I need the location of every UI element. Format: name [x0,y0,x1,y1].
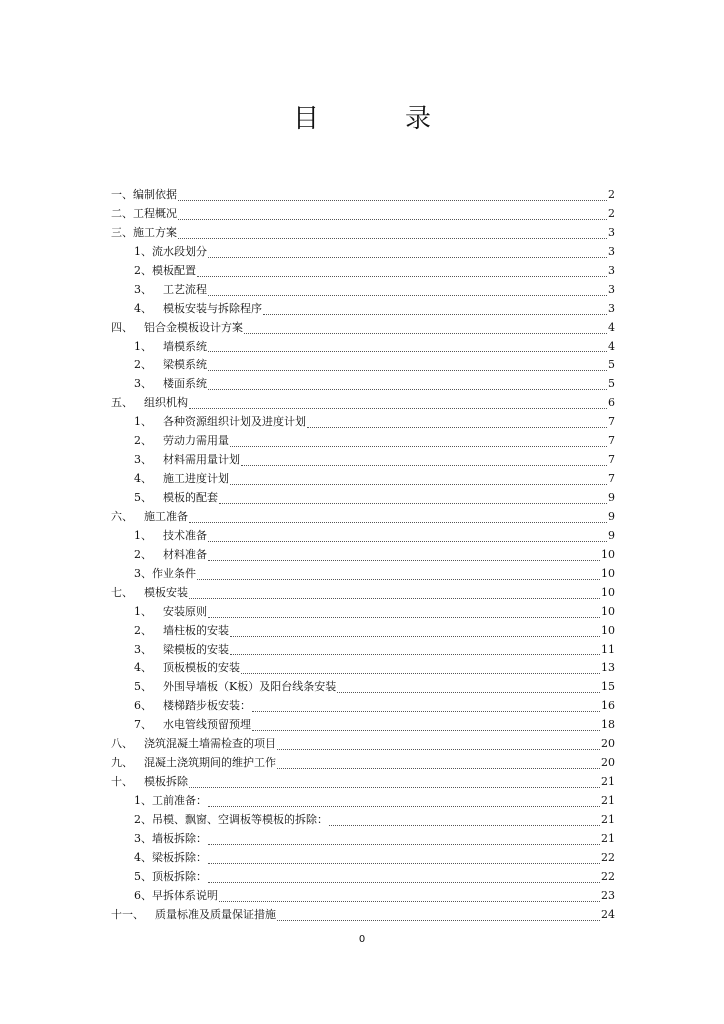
toc-entry-label: 流水段划分 [152,244,207,258]
toc-dot-leader [189,408,607,409]
toc-entry-number: 4、 [134,661,152,675]
toc-entry-page: 4 [608,320,615,334]
toc-entry-number: 7、 [134,718,152,732]
toc-entry-label: 梁模板的安装 [152,642,229,656]
toc-entry-label: 铝合金模板设计方案 [133,320,243,334]
toc-entry-label: 施工进度计划 [152,472,229,486]
toc-entry[interactable] [111,622,615,641]
toc-entry-number: 6、 [134,699,152,713]
toc-entry-label: 浇筑混凝土墙需检查的项目 [133,737,276,751]
toc-entry-number: 1、 [134,528,152,542]
toc-dot-leader [263,314,607,315]
toc-entry-page: 7 [608,415,615,429]
toc-entry-page: 4 [608,339,615,353]
toc-entry-label: 模板安装 [133,585,188,599]
toc-entry-number: 2、 [134,358,152,372]
toc-entry[interactable] [111,906,615,925]
toc-entry[interactable] [111,281,615,300]
toc-dot-leader [208,389,607,390]
toc-entry-page: 24 [601,907,615,921]
toc-entry-page: 9 [608,528,615,542]
toc-entry[interactable] [111,868,615,887]
toc-dot-leader [241,465,607,466]
toc-entry[interactable] [111,887,615,906]
toc-entry-page: 21 [601,812,615,826]
toc-entry-number: 1、 [134,794,152,807]
toc-entry-page: 7 [608,434,615,448]
toc-dot-leader [337,692,600,693]
toc-entry[interactable] [111,792,615,811]
toc-entry-label: 墙板拆除： [152,831,207,845]
toc-entry-page: 20 [601,737,615,751]
toc-entry-number: 四、 [111,320,133,334]
toc-entry-label: 模板安装与拆除程序 [152,301,262,315]
toc-dot-leader [208,863,600,864]
toc-entry[interactable] [111,394,615,413]
toc-entry[interactable] [111,243,615,262]
toc-entry-number: 3、 [134,453,152,467]
toc-dot-leader [208,257,607,258]
toc-entry-page: 5 [608,377,615,391]
toc-entry-number: 八、 [111,737,133,751]
toc-entry[interactable] [111,319,615,338]
toc-dot-leader [208,806,600,807]
toc-entry-number: 三、 [111,225,133,239]
toc-entry-label: 技术准备 [152,528,207,542]
toc-entry-label: 质量标准及质量保证措施 [144,907,276,921]
toc-entry-number: 3、 [134,566,152,580]
toc-entry-page: 15 [601,680,615,694]
toc-entry-page: 9 [608,509,615,523]
toc-entry-page: 5 [608,358,615,372]
toc-dot-leader [208,351,607,352]
toc-entry[interactable] [111,830,615,849]
toc-entry-number: 1、 [134,339,152,353]
toc-dot-leader [307,427,607,428]
toc-entry-page: 3 [608,263,615,277]
toc-entry-page: 7 [608,472,615,486]
toc-entry-number: 5、 [134,491,152,504]
toc-entry-label: 安装原则 [152,604,207,618]
toc-entry-label: 材料准备 [152,547,207,561]
toc-entry-page: 18 [601,718,615,732]
toc-entry-number: 4、 [134,472,152,486]
toc-entry-number: 3、 [134,282,152,296]
toc-entry-number: 七、 [111,585,133,599]
toc-entry-page: 13 [601,661,615,675]
toc-entry-label: 水电管线预留预埋 [152,718,251,732]
table-of-contents [111,186,615,925]
toc-entry[interactable] [111,489,615,508]
toc-dot-leader [208,882,600,883]
toc-dot-leader [230,446,607,447]
toc-dot-leader [252,730,600,731]
toc-entry-label: 作业条件 [152,566,196,580]
toc-entry-number: 3、 [134,831,152,845]
toc-dot-leader [277,749,600,750]
toc-entry-label: 模板拆除 [133,775,188,789]
toc-dot-leader [219,901,600,902]
toc-entry-page: 7 [608,453,615,467]
toc-entry-label: 早拆体系说明 [152,888,218,902]
toc-entry-page: 22 [601,850,615,864]
toc-entry-page: 22 [601,869,615,883]
toc-entry-label: 楼面系统 [152,377,207,391]
toc-entry-label: 施工方案 [133,225,177,239]
toc-entry-page: 23 [601,888,615,902]
toc-entry-page: 20 [601,756,615,770]
toc-entry-number: 4、 [134,850,152,864]
toc-entry-number: 5、 [134,869,152,883]
toc-dot-leader [230,654,600,655]
toc-entry-page: 11 [601,642,615,656]
toc-entry-label: 顶板模板的安装 [152,661,240,675]
toc-entry[interactable] [111,716,615,735]
toc-entry-label: 顶板拆除： [152,869,207,883]
toc-entry-number: 6、 [134,888,152,902]
toc-entry[interactable] [111,565,615,584]
toc-dot-leader [230,484,607,485]
toc-entry-number: 1、 [134,415,152,429]
toc-entry-number: 十一、 [111,907,144,921]
toc-dot-leader [208,617,600,618]
toc-entry-page: 21 [601,831,615,845]
toc-entry-label: 吊模、飘窗、空调板等模板的拆除： [152,812,328,826]
toc-dot-leader [197,276,607,277]
toc-entry-number: 5、 [134,680,152,694]
toc-dot-leader [208,560,600,561]
toc-entry-label: 梁模系统 [152,358,207,372]
toc-dot-leader [241,673,600,674]
toc-entry-number: 十、 [111,775,133,789]
toc-entry-label: 墙模系统 [152,339,207,353]
toc-entry[interactable] [111,356,615,375]
toc-entry-number: 3、 [134,377,152,391]
toc-entry[interactable] [111,205,615,224]
toc-entry-number: 2、 [134,623,152,637]
toc-entry-label: 工程概况 [133,206,177,220]
toc-dot-leader [189,598,600,599]
toc-entry-label: 梁板拆除： [152,850,207,864]
toc-entry-label: 施工准备 [133,509,188,523]
toc-entry[interactable] [111,849,615,868]
toc-entry-page: 10 [601,604,615,618]
toc-title: 目 录 [292,104,461,134]
toc-entry-label: 楼梯踏步板安装： [152,699,251,713]
toc-entry-page: 21 [601,775,615,789]
toc-entry-number: 2、 [134,434,152,448]
toc-entry-page: 10 [601,623,615,637]
toc-dot-leader [189,787,600,788]
toc-entry-number: 二、 [111,206,133,220]
toc-dot-leader [189,522,607,523]
toc-entry-label: 材料需用量计划 [152,453,240,467]
toc-entry-page: 16 [601,699,615,713]
toc-entry-label: 外围导墙板（K板）及阳台线条安装 [152,680,337,694]
toc-entry-page: 2 [608,206,615,220]
toc-entry[interactable] [111,508,615,527]
toc-entry-number: 六、 [111,509,133,523]
toc-entry-label: 墙柱板的安装 [152,623,229,637]
toc-entry[interactable] [111,773,615,792]
toc-entry[interactable] [111,735,615,754]
toc-entry-page: 9 [608,491,615,504]
toc-entry-page: 3 [608,225,615,239]
toc-entry[interactable] [111,641,615,660]
toc-entry-number: 2、 [134,547,152,561]
toc-entry[interactable] [111,375,615,394]
toc-entry-number: 2、 [134,812,152,826]
toc-entry-page: 10 [601,566,615,580]
toc-entry[interactable] [111,527,615,546]
toc-entry-page: 3 [608,301,615,315]
toc-entry-label: 组织机构 [133,396,188,410]
toc-entry-page: 6 [608,396,615,410]
toc-dot-leader [178,200,607,201]
page-number: 0 [358,934,366,945]
toc-dot-leader [208,370,607,371]
toc-entry[interactable] [111,697,615,716]
toc-entry-page: 21 [601,794,615,807]
toc-entry[interactable] [111,603,615,622]
toc-entry-page: 3 [608,282,615,296]
toc-dot-leader [219,503,607,504]
toc-entry-number: 一、 [111,188,133,201]
toc-entry-label: 工艺流程 [152,282,207,296]
toc-entry-number: 1、 [134,604,152,618]
toc-dot-leader [208,295,607,296]
toc-dot-leader [208,541,607,542]
toc-entry[interactable] [111,584,615,603]
toc-entry[interactable] [111,754,615,773]
toc-dot-leader [197,579,600,580]
toc-entry[interactable] [111,413,615,432]
toc-entry[interactable] [111,659,615,678]
toc-dot-leader [230,636,600,637]
toc-entry-page: 10 [601,547,615,561]
toc-dot-leader [329,825,600,826]
toc-entry-page: 10 [601,585,615,599]
toc-entry-number: 2、 [134,263,152,277]
toc-entry-number: 4、 [134,301,152,315]
toc-entry[interactable] [111,262,615,281]
toc-entry-label: 各种资源组织计划及进度计划 [152,415,306,429]
toc-entry-label: 劳动力需用量 [152,434,229,448]
toc-entry-number: 3、 [134,642,152,656]
toc-entry[interactable] [111,186,615,205]
toc-dot-leader [244,333,607,334]
toc-entry-number: 1、 [134,244,152,258]
toc-dot-leader [208,844,600,845]
toc-entry-number: 九、 [111,756,133,770]
toc-entry-number: 五、 [111,396,133,410]
toc-entry-label: 编制依据 [133,188,177,201]
toc-entry[interactable] [111,678,615,697]
toc-entry-label: 工前准备： [152,794,207,807]
toc-entry-label: 模板配置 [152,263,196,277]
toc-entry[interactable] [111,300,615,319]
toc-entry[interactable] [111,811,615,830]
toc-entry-label: 混凝土浇筑期间的维护工作 [133,756,276,770]
toc-entry-page: 2 [608,188,615,201]
toc-entry[interactable] [111,470,615,489]
toc-entry[interactable] [111,451,615,470]
toc-entry-page: 3 [608,244,615,258]
toc-dot-leader [178,238,607,239]
toc-entry[interactable] [111,338,615,357]
toc-dot-leader [178,219,607,220]
toc-entry-label: 模板的配套 [152,491,218,504]
toc-dot-leader [277,920,600,921]
toc-dot-leader [252,711,600,712]
toc-entry[interactable] [111,224,615,243]
toc-entry[interactable] [111,432,615,451]
toc-dot-leader [277,768,600,769]
toc-entry[interactable] [111,546,615,565]
